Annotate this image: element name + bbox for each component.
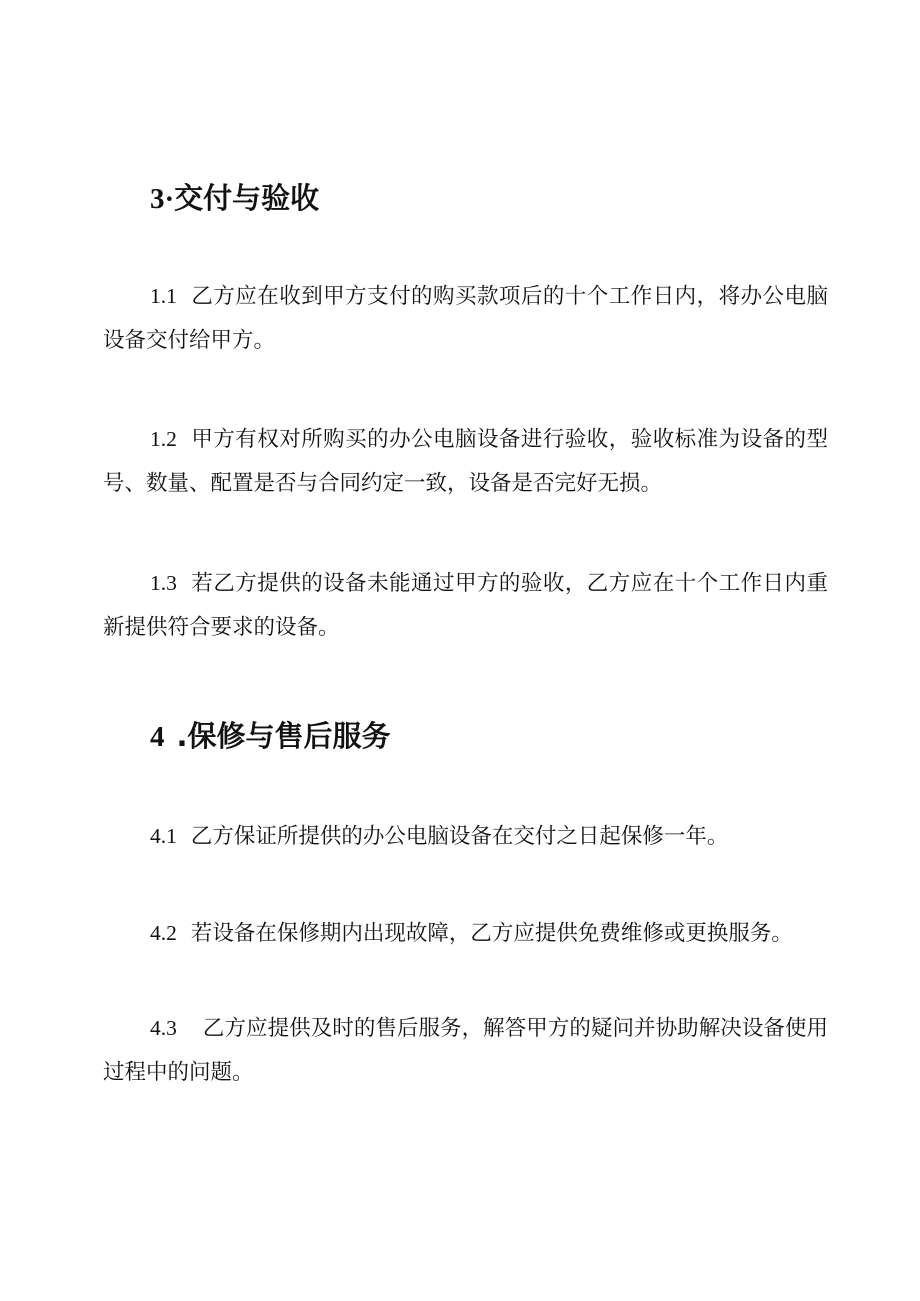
clause-text: 甲方有权对所购买的办公电脑设备进行验收，验收标准为设备的型号、数量、配置是否与合同约定一致，设备是否完好无损。 <box>103 427 828 496</box>
clause-text: 乙方应提供及时的售后服务，解答甲方的疑问并协助解决设备使用过程中的问题。 <box>103 1016 828 1085</box>
clause-number: 4.3 <box>150 1016 177 1040</box>
clause-1-3 <box>103 561 828 650</box>
section-heading-delivery <box>150 180 319 217</box>
clause-1-2 <box>103 417 828 506</box>
section-title: .保修与售后服务 <box>176 719 391 753</box>
clause-text: 若乙方提供的设备未能通过甲方的验收，乙方应在十个工作日内重新提供符合要求的设备。 <box>103 571 828 640</box>
clause-text: 若设备在保修期内出现故障，乙方应提供免费维修或更换服务。 <box>190 921 793 946</box>
clause-number: 4.2 <box>150 921 177 945</box>
clause-number: 1.2 <box>150 427 177 451</box>
section-number: 4 <box>150 721 165 753</box>
clause-text: 乙方保证所提供的办公电脑设备在交付之日起保修一年。 <box>190 824 729 849</box>
clause-number: 1.1 <box>150 284 177 308</box>
clause-4-2 <box>103 911 828 956</box>
clause-number: 1.3 <box>150 571 177 595</box>
clause-4-1 <box>103 814 828 859</box>
section-heading-warranty <box>150 718 391 755</box>
clause-1-1 <box>103 274 828 363</box>
section-number: 3· <box>150 183 175 215</box>
clause-text: 乙方应在收到甲方支付的购买款项后的十个工作日内，将办公电脑设备交付给甲方。 <box>103 284 828 353</box>
section-title: 交付与验收 <box>174 181 320 215</box>
clause-number: 4.1 <box>150 824 177 848</box>
clause-4-3 <box>103 1006 828 1095</box>
